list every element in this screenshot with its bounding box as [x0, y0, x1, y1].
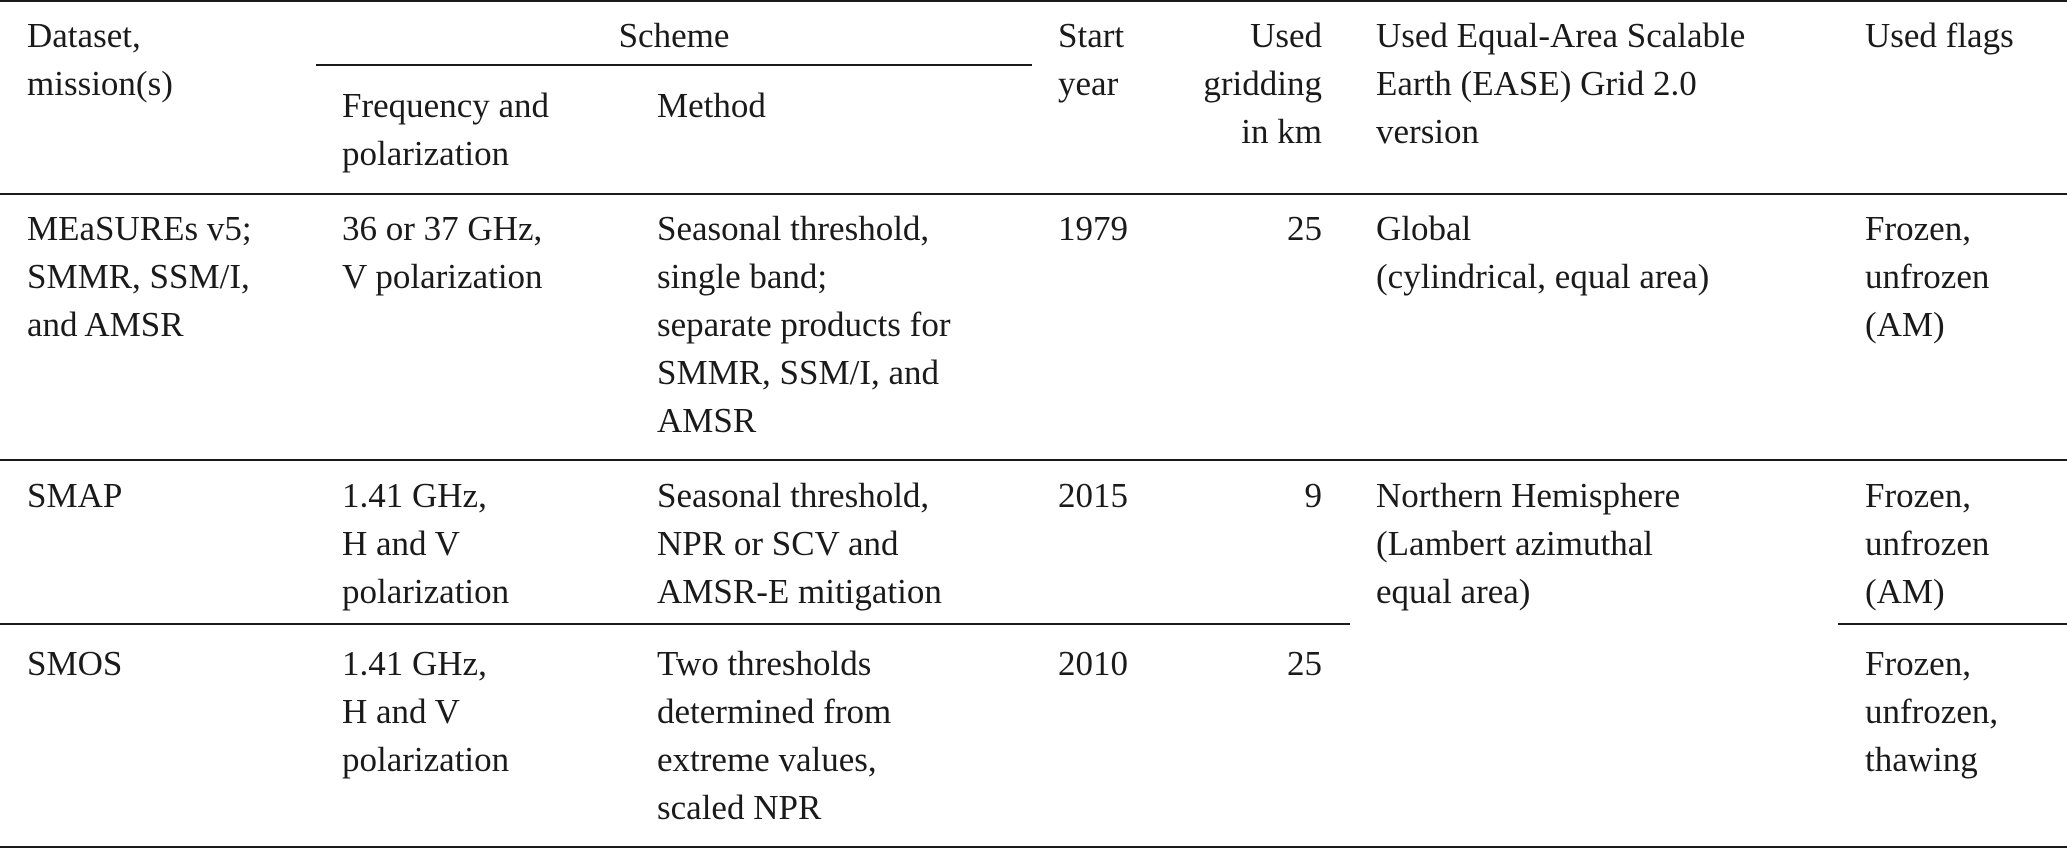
- row-2-start-year: [1058, 472, 1128, 520]
- row-2-flags-line: Frozen,: [1865, 476, 1971, 515]
- header-frequency: [342, 82, 549, 178]
- row-2-gridding-value: 9: [1304, 476, 1322, 515]
- row-2-frequency-line: H and V: [342, 524, 460, 563]
- row-3-flags-line: Frozen,: [1865, 644, 1971, 683]
- scheme-underline: [316, 64, 1032, 66]
- header-frequency-line: Frequency and: [342, 86, 550, 125]
- header-bottom-rule: [0, 193, 2067, 195]
- row-3-method-line: determined from: [657, 692, 892, 731]
- row-1-method-line: Seasonal threshold,: [657, 209, 930, 248]
- row-2-method-line: AMSR-E mitigation: [657, 572, 942, 611]
- row2-bottom-rule-left: [0, 623, 1350, 625]
- row-1-method-line: SMMR, SSM/I, and: [657, 353, 940, 392]
- row-3-frequency-line: 1.41 GHz,: [342, 644, 487, 683]
- header-flags-label: Used flags: [1865, 16, 2014, 55]
- header-dataset-line: Dataset,: [27, 16, 141, 55]
- row-3-gridding: [1150, 640, 1322, 688]
- row-2-frequency-line: polarization: [342, 572, 510, 611]
- row-3-flags-line: unfrozen,: [1865, 692, 1999, 731]
- row-1-method: [657, 205, 950, 445]
- row-1-method-line: AMSR: [657, 401, 757, 440]
- row-3-frequency-line: polarization: [342, 740, 510, 779]
- row-2-dataset-line: SMAP: [27, 476, 123, 515]
- header-ease-line: Used Equal-Area Scalable: [1376, 16, 1746, 55]
- header-gridding-line: Used: [1250, 16, 1322, 55]
- row-1-frequency: [342, 205, 543, 301]
- row-1-method-line: separate products for: [657, 305, 951, 344]
- row-3-method-line: Two thresholds: [657, 644, 872, 683]
- row-1-gridding: [1150, 205, 1322, 253]
- row-2-frequency-line: 1.41 GHz,: [342, 476, 487, 515]
- row-1-start-year: [1058, 205, 1128, 253]
- header-dataset-line: mission(s): [27, 64, 173, 103]
- row-2-ease: [1376, 472, 1680, 616]
- row-3-flags: [1865, 640, 1998, 784]
- row-1-flags-line: unfrozen: [1865, 257, 1990, 296]
- row-1-dataset-line: SMMR, SSM/I,: [27, 257, 250, 296]
- row2-bottom-rule-right: [1838, 623, 2067, 625]
- row-2-method: [657, 472, 942, 616]
- header-gridding-line: gridding: [1203, 64, 1322, 103]
- bottom-rule: [0, 846, 2067, 848]
- row-3-frequency-line: H and V: [342, 692, 460, 731]
- row-2-flags: [1865, 472, 1989, 616]
- header-gridding: [1150, 12, 1322, 156]
- row-3-method: [657, 640, 891, 832]
- header-scheme: [316, 12, 1032, 60]
- row-2-method-line: Seasonal threshold,: [657, 476, 930, 515]
- header-start-year-line: year: [1058, 64, 1119, 103]
- row-1-ease-line: Global: [1376, 209, 1472, 248]
- header-scheme-label: Scheme: [618, 16, 730, 55]
- header-method-label: Method: [657, 86, 766, 125]
- row1-bottom-rule: [0, 459, 2067, 461]
- row-2-frequency: [342, 472, 509, 616]
- row-1-dataset: [27, 205, 252, 349]
- row-2-method-line: NPR or SCV and: [657, 524, 899, 563]
- row-1-ease-line: (cylindrical, equal area): [1376, 257, 1710, 296]
- header-ease: [1376, 12, 1745, 156]
- row-1-method-line: single band;: [657, 257, 828, 296]
- row-3-method-line: scaled NPR: [657, 788, 822, 827]
- row-2-ease-line: (Lambert azimuthal: [1376, 524, 1653, 563]
- row-3-method-line: extreme values,: [657, 740, 877, 779]
- header-method: [657, 82, 766, 130]
- row-1-dataset-line: MEaSUREs v5;: [27, 209, 252, 248]
- row-2-start-year-value: 2015: [1058, 476, 1128, 515]
- header-start-year: [1058, 12, 1124, 108]
- row-2-gridding: [1150, 472, 1322, 520]
- row-1-frequency-line: 36 or 37 GHz,: [342, 209, 543, 248]
- row-1-frequency-line: V polarization: [342, 257, 543, 296]
- top-rule: [0, 0, 2067, 2]
- row-3-flags-line: thawing: [1865, 740, 1978, 779]
- header-gridding-line: in km: [1241, 112, 1322, 151]
- row-3-start-year-value: 2010: [1058, 644, 1128, 683]
- row-2-flags-line: (AM): [1865, 572, 1945, 611]
- row-1-gridding-value: 25: [1287, 209, 1322, 248]
- header-dataset: [27, 12, 173, 108]
- row-1-flags-line: (AM): [1865, 305, 1945, 344]
- row-3-gridding-value: 25: [1287, 644, 1322, 683]
- row-3-frequency: [342, 640, 509, 784]
- row-1-start-year-value: 1979: [1058, 209, 1128, 248]
- row-3-start-year: [1058, 640, 1128, 688]
- header-flags: [1865, 12, 2014, 60]
- row-3-dataset-line: SMOS: [27, 644, 123, 683]
- row-1-ease: [1376, 205, 1709, 301]
- row-3-dataset: [27, 640, 122, 688]
- row-2-flags-line: unfrozen: [1865, 524, 1990, 563]
- row-1-flags-line: Frozen,: [1865, 209, 1971, 248]
- row-2-ease-line: equal area): [1376, 572, 1531, 611]
- header-ease-line: Earth (EASE) Grid 2.0: [1376, 64, 1697, 103]
- row-1-flags: [1865, 205, 1989, 349]
- header-start-year-line: Start: [1058, 16, 1125, 55]
- row-2-dataset: [27, 472, 122, 520]
- header-ease-line: version: [1376, 112, 1480, 151]
- header-frequency-line: polarization: [342, 134, 510, 173]
- row-2-ease-line: Northern Hemisphere: [1376, 476, 1681, 515]
- row-1-dataset-line: and AMSR: [27, 305, 184, 344]
